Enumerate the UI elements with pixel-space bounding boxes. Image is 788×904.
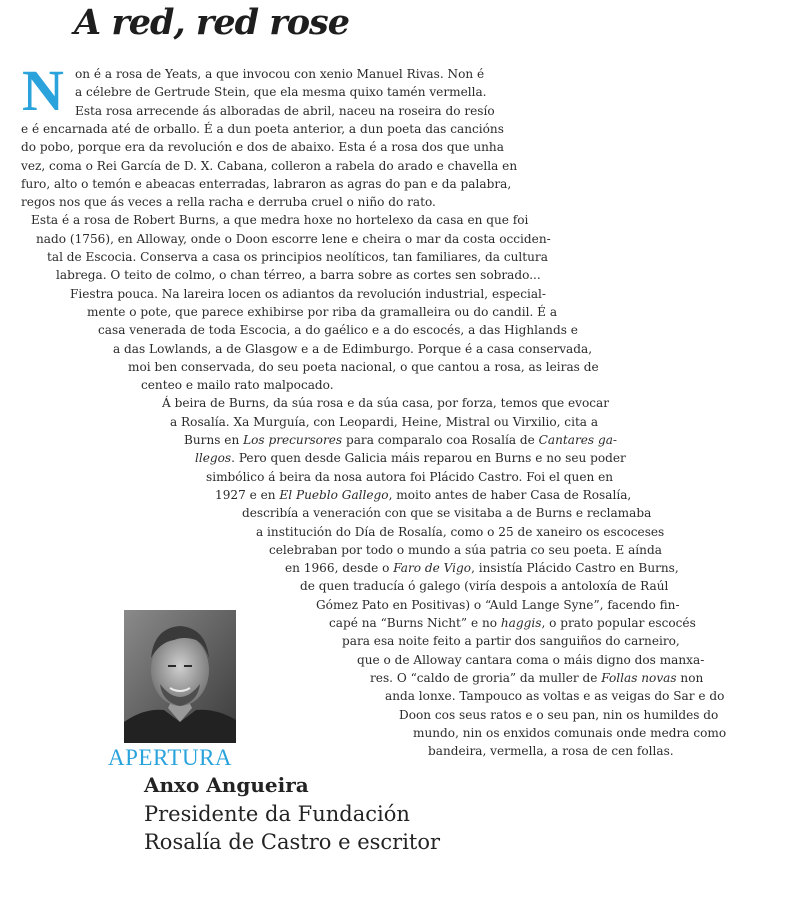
body-line: on é a rosa de Yeats, a que invocou con xenio Manuel Rivas. Non é bbox=[75, 67, 485, 81]
body-line: a institución do Día de Rosalía, como o 25 de xaneiro os escoceses bbox=[256, 524, 665, 539]
article-title: A red, red rose bbox=[74, 2, 350, 43]
body-line: Esta é a rosa de Robert Burns, a que medra hoxe no hortelexo da casa en que foi bbox=[31, 213, 529, 228]
body-line: mundo, nin os enxidos comunais onde medra como bbox=[413, 725, 727, 740]
body-line: a das Lowlands, a de Glasgow e a de Edimburgo. Porque é a casa conservada, bbox=[113, 341, 593, 356]
body-line: llegos. Pero quen desde Galicia máis reparou en Burns e no seu poder bbox=[195, 451, 626, 466]
author-role-line: Rosalía de Castro e escritor bbox=[144, 830, 441, 854]
body-line: celebraban por todo o mundo a súa patria co seu poeta. E aínda bbox=[269, 542, 662, 557]
body-line: capé na “Burns Nicht” e no haggis, o prato popular escocés bbox=[329, 616, 696, 630]
author-name: Anxo Angueira bbox=[144, 773, 309, 797]
body-line: regos nos que ás veces a rella racha e derruba cruel o niño do rato. bbox=[21, 195, 436, 210]
body-line: casa venerada de toda Escocia, a do gaélico e a do escocés, a das Highlands e bbox=[98, 323, 578, 338]
author-portrait-icon bbox=[124, 610, 236, 743]
body-line: que o de Alloway cantara coma o máis digno dos manxa- bbox=[357, 652, 705, 667]
body-line: simbólico á beira da nosa autora foi Plácido Castro. Foi el quen en bbox=[206, 469, 614, 484]
body-line: mente o pote, que parece exhibirse por riba da gramalleira ou do candil. É a bbox=[87, 304, 558, 319]
body-line: Fiestra pouca. Na lareira locen os adiantos da revolución industrial, especial- bbox=[70, 286, 547, 301]
body-line: en 1966, desde o Faro de Vigo, insistía Plácido Castro en Burns, bbox=[285, 561, 679, 576]
body-line: tal de Escocia. Conserva a casa os principios neolíticos, tan familiares, da cultura bbox=[47, 250, 548, 264]
author-photo bbox=[124, 610, 236, 743]
body-line: vez, coma o Rei García de D. X. Cabana, colleron a rabela do arado e chavella en bbox=[21, 158, 518, 173]
body-line: describía a veneración con que se visitaba a de Burns e reclamaba bbox=[242, 506, 652, 521]
body-line: furo, alto o temón e abeacas enterradas, labraron as agras do pan e da palabra, bbox=[21, 176, 512, 191]
dropcap-letter: N bbox=[22, 58, 64, 123]
author-role bbox=[144, 800, 440, 856]
body-line: bandeira, vermella, a rosa de cen follas. bbox=[428, 744, 674, 759]
section-label: APERTURA bbox=[108, 745, 233, 770]
author-role-line: Presidente da Fundación bbox=[144, 802, 410, 826]
body-line: de quen traducía ó galego (viría despois a antoloxía de Raúl bbox=[300, 579, 669, 594]
body-line: Doon cos seus ratos e o seu pan, nin os humildes do bbox=[399, 707, 719, 722]
body-line: moi ben conservada, do seu poeta nacional, o que cantou a rosa, as leiras de bbox=[128, 359, 599, 374]
body-line: res. O “caldo de groria” da muller de Follas novas non bbox=[370, 670, 704, 685]
body-line: nado (1756), en Alloway, onde o Doon escorre lene e cheira o mar da costa occiden- bbox=[36, 231, 551, 246]
body-line: anda lonxe. Tampouco as voltas e as veigas do Sar e do bbox=[385, 689, 725, 704]
body-line: Gómez Pato en Positivas) o “Auld Lange Syne”, facendo fin- bbox=[316, 597, 680, 612]
body-line: 1927 e en El Pueblo Gallego, moito antes de haber Casa de Rosalía, bbox=[215, 487, 632, 502]
body-line: centeo e mailo rato malpocado. bbox=[141, 378, 334, 393]
body-line: Burns en Los precursores para comparalo coa Rosalía de Cantares ga- bbox=[184, 433, 618, 447]
body-line: a Rosalía. Xa Murguía, con Leopardi, Heine, Mistral ou Virxilio, cita a bbox=[170, 414, 599, 429]
body-line: do pobo, porque era da revolución e dos de abaixo. Esta é a rosa dos que unha bbox=[21, 140, 504, 155]
body-line: e é encarnada até de orballo. É a dun poeta anterior, a dun poeta das cancións bbox=[21, 121, 504, 136]
body-line: labrega. O teito de colmo, o chan térreo, a barra sobre as cortes sen sobrado... bbox=[56, 268, 541, 283]
body-line: Esta rosa arrecende ás alboradas de abril, naceu na roseira do resío bbox=[75, 103, 495, 118]
body-line: a célebre de Gertrude Stein, que ela mesma quixo tamén vermella. bbox=[75, 85, 487, 100]
body-line: Á beira de Burns, da súa rosa e da súa casa, por forza, temos que evocar bbox=[162, 396, 610, 411]
body-line: para esa noite feito a partir dos sanguiños do carneiro, bbox=[342, 634, 680, 649]
